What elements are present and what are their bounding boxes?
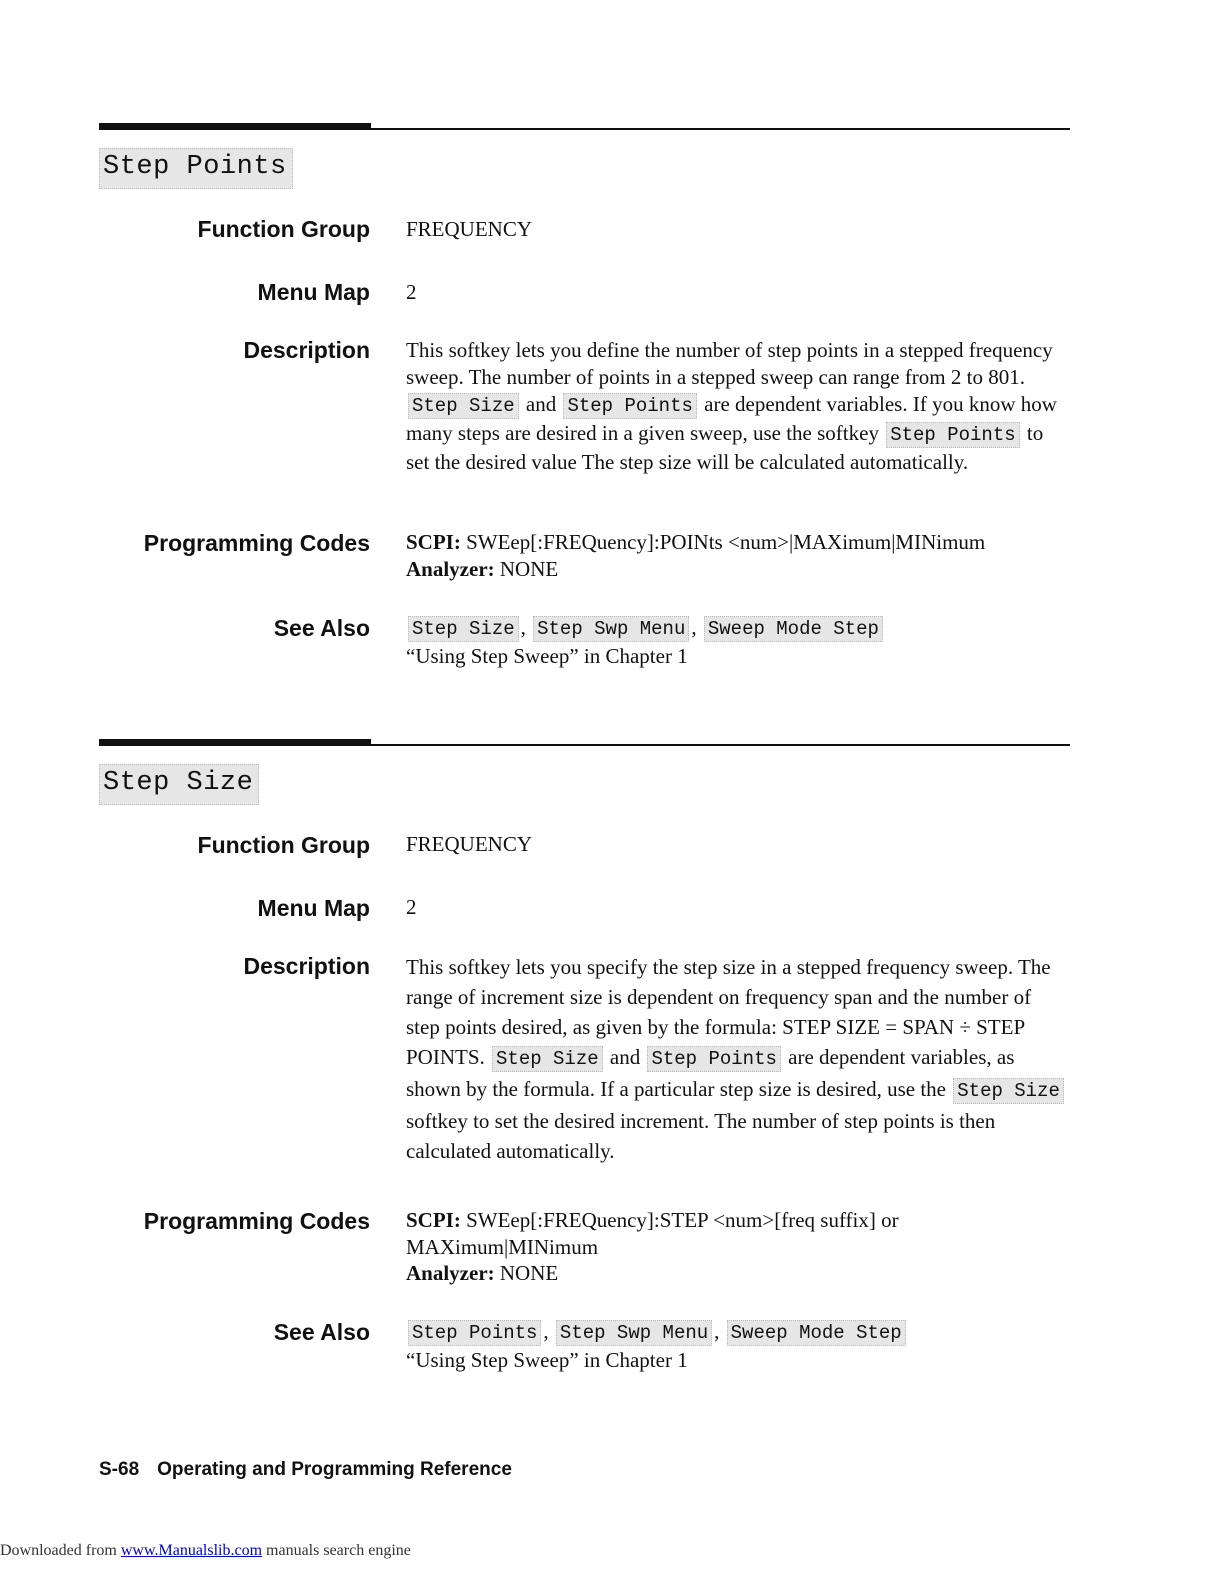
see-also-key: Step Swp Menu [533, 616, 689, 642]
function-group-value: FREQUENCY [406, 217, 533, 241]
label-function-group: Function Group [197, 832, 370, 858]
see-also: Step Points , Step Swp Menu , Sweep Mode Step “Using Step Sweep” in Chapter 1 [406, 1318, 1066, 1373]
programming-codes [406, 1207, 1066, 1287]
analyzer-label: Analyzer: [406, 556, 495, 581]
menu-map-value: 2 [406, 895, 417, 919]
label-see-also: See Also [273, 615, 370, 641]
see-also-reference: “Using Step Sweep” in Chapter 1 [406, 643, 688, 668]
label-menu-map: Menu Map [257, 279, 370, 305]
label-see-also: See Also [273, 1319, 370, 1345]
softkey-step-size: Step Size [492, 1046, 603, 1072]
see-also: Step Size , Step Swp Menu , Sweep Mode Step “Using Step Sweep” in Chapter 1 [406, 614, 1066, 669]
footer-title: Operating and Programming Reference [157, 1459, 512, 1480]
analyzer-label: Analyzer: [406, 1261, 495, 1285]
label-function-group: Function Group [197, 216, 370, 242]
menu-map-value: 2 [406, 280, 417, 304]
scpi-command: SWEep[:FREQuency]:STEP <num>[freq suffix] or MAXimum|MINimum [406, 1208, 899, 1259]
description-text: This softkey lets you define the number of step points in a stepped frequency sweep. The number of points in a stepped sweep can range from 2 to 801. Step Size and Step Points are dependent variables. If you know how many steps are desired in a given sweep, use the softkey Step Points to set the desired value The step size will be calculated automatically. [406, 338, 1057, 474]
entry-title: Step Points [99, 148, 293, 189]
see-also-reference: “Using Step Sweep” in Chapter 1 [406, 1347, 688, 1372]
softkey-step-size: Step Size [953, 1078, 1064, 1104]
section-rule [99, 128, 1070, 130]
softkey-step-points: Step Points [647, 1046, 780, 1072]
scpi-label: SCPI: [406, 530, 461, 554]
entry-title: Step Size [99, 764, 259, 805]
description-text: This softkey lets you specify the step size in a stepped frequency sweep. The range of increment size is dependent on frequency span and the number of step points desired, as given by the formula: STEP SIZE = SPAN ÷ STEP POINTS. Step Size and Step Points are dependent variables, as shown by the formula. If a particular step size is desired, use the Step Size softkey to set the desired increment. The number of step points is then calculated automatically. [406, 952, 1066, 1166]
scpi-command: SWEep[:FREQuency]:POINts <num>|MAXimum|MINimum [466, 530, 986, 554]
programming-codes [406, 529, 1066, 582]
label-description: Description [243, 953, 370, 979]
softkey-step-size: Step Size [408, 393, 519, 419]
see-also-key: Step Points [408, 1320, 541, 1346]
section-rule [99, 744, 1070, 746]
scpi-label: SCPI: [406, 1208, 461, 1232]
label-description: Description [243, 337, 370, 363]
analyzer-value: NONE [499, 1261, 559, 1285]
page-number: S-68 [99, 1459, 140, 1480]
softkey-step-points: Step Points [563, 393, 696, 419]
see-also-key: Step Swp Menu [556, 1320, 712, 1346]
analyzer-value: NONE [499, 556, 559, 581]
page-footer [99, 1459, 512, 1481]
softkey-step-points: Step Points [886, 422, 1019, 448]
download-note: Downloaded from www.Manualslib.com manuals search engine [0, 1542, 411, 1559]
function-group-value: FREQUENCY [406, 832, 533, 856]
label-menu-map: Menu Map [257, 895, 370, 921]
see-also-key: Sweep Mode Step [727, 1320, 906, 1346]
see-also-key: Step Size [408, 616, 519, 642]
label-programming-codes: Programming Codes [143, 1208, 370, 1234]
see-also-key: Sweep Mode Step [704, 616, 883, 642]
manualslib-link[interactable]: www.Manualslib.com [120, 1542, 263, 1559]
label-programming-codes: Programming Codes [143, 530, 370, 556]
